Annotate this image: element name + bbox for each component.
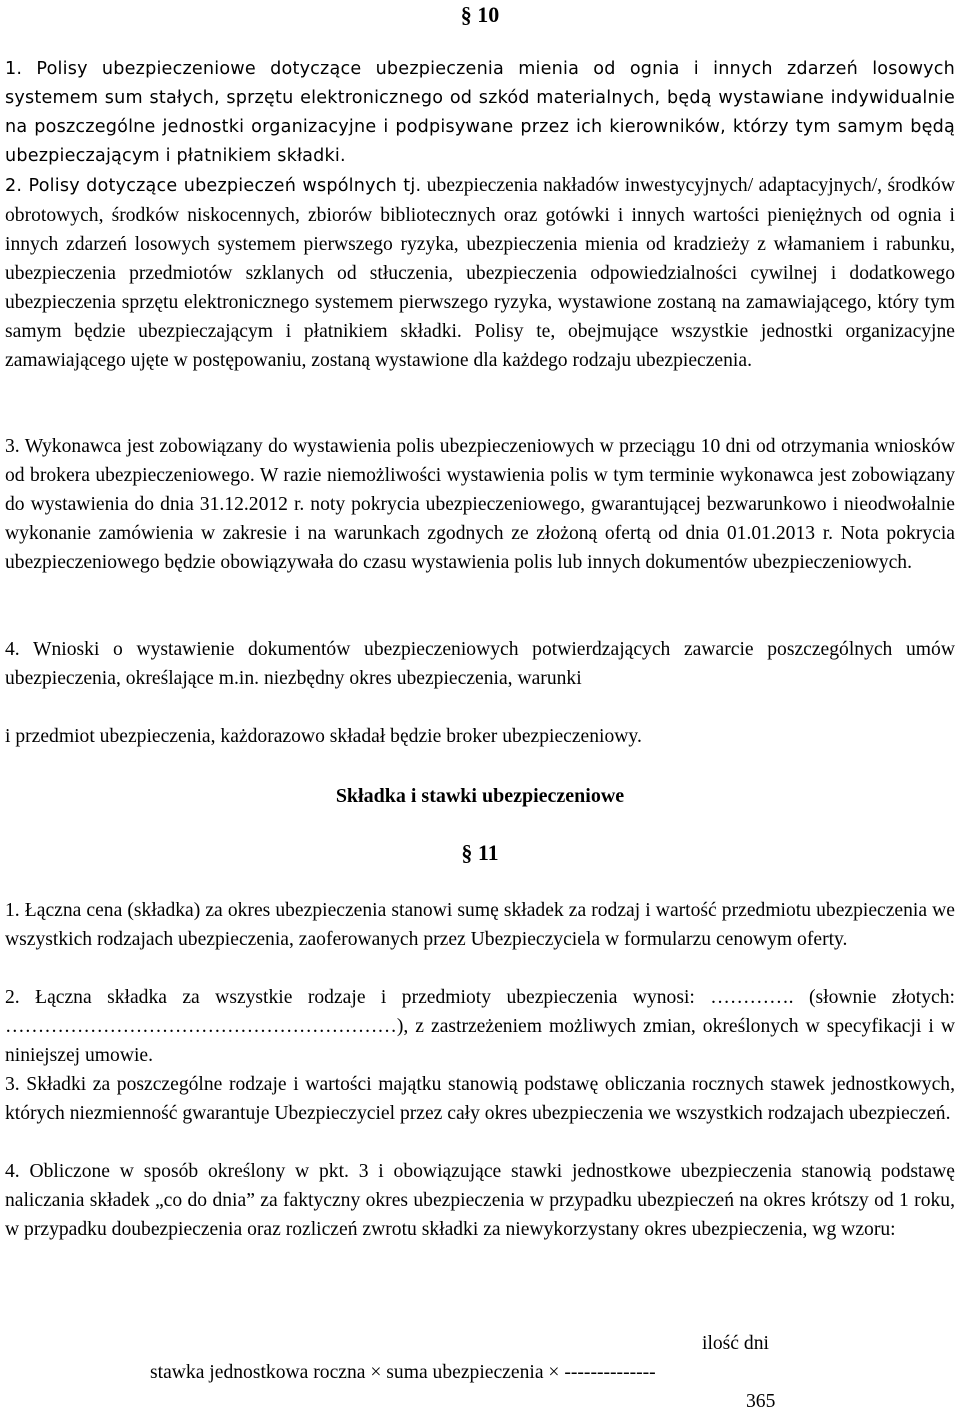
section-10-paragraph-2 <box>5 171 955 375</box>
formula-main: stawka jednostkowa roczna × suma ubezpieczenia × -------------- <box>150 1362 656 1383</box>
paragraph-2-intro: 2. Polisy dotyczące ubezpieczeń wspólnych tj. <box>5 176 422 196</box>
section-11-paragraph-1: 1. Łączna cena (składka) za okres ubezpieczenia stanowi sumę składek za rodzaj i wartość przedmiotu ubezpieczenia we wszystkich rodzajach ubezpieczenia, zaoferowanych przez Ubezpieczyciela w formularzu cenowym oferty. <box>5 900 955 950</box>
section-11-label: § 11 <box>461 840 499 865</box>
section-10-paragraph-1: 1. Polisy ubezpieczeniowe dotyczące ubezpieczenia mienia od ognia i innych zdarzeń losowych systemem sum stałych, sprzętu elektronicznego od szkód materialnych, będą wystawiane indywidualnie na poszczególne jednostki organizacyjne i podpisywane przez ich kierowników, którzy tym samym będą ubezpieczającym i płatnikiem składki. <box>5 59 955 166</box>
section-11-paragraph-4: 4. Obliczone w sposób określony w pkt. 3 i obowiązujące stawki jednostkowe ubezpieczenia stanowią podstawę naliczania składek „co do dnia” za faktyczny okres ubezpieczenia w przypadku ubezpieczeń na okres krótszy od 1 roku, w przypadku doubezpieczenia oraz rozliczeń zwrotu składki za niewykorzystany okres ubezpieczenia, wg wzoru: <box>5 1161 955 1240</box>
section-10-paragraph-3: 3. Wykonawca jest zobowiązany do wystawienia polis ubezpieczeniowych w przeciągu 10 dni od otrzymania wniosków od brokera ubezpieczeniowego. W razie niemożliwości wystawienia polis w tym terminie wykonawca jest zobowiązany do wystawienia do dnia 31.12.2012 r. noty pokrycia ubezpieczeniowego, gwarantującej bezwarunkowo i nieodwołalnie wykonanie zamówienia w zakresie i na warunkach zgodnych ze złożoną ofertą od dnia 01.01.2013 r. Nota pokrycia ubezpieczeniowego będzie obowiązywała do czasu wystawienia polis lub innych dokumentów ubezpieczeniowych. <box>5 436 955 573</box>
formula-numerator: ilość dni <box>702 1333 769 1354</box>
formula-denominator: 365 <box>746 1391 776 1412</box>
section-heading: Składka i stawki ubezpieczeniowe <box>335 785 625 807</box>
section-11-paragraph-3: 3. Składki za poszczególne rodzaje i wartości majątku stanowią podstawę obliczania rocznych stawek jednostkowych, których niezmienność gwarantuje Ubezpieczyciel przez cały okres ubezpieczenia we wszystkich rodzajach ubezpieczeń. <box>5 1074 955 1124</box>
section-10-paragraph-4-cont: i przedmiot ubezpieczenia, każdorazowo składał będzie broker ubezpieczeniowy. <box>5 726 642 747</box>
section-10-label: § 10 <box>460 2 500 27</box>
section-11-paragraph-2: 2. Łączna składka za wszystkie rodzaje i przedmioty ubezpieczenia wynosi: …………. (słownie złotych: ……………………………………………………), z zastrzeżeniem możliwych zmian, określonych w specyfikacji i w niniejszej umowie. <box>5 987 955 1066</box>
section-10-paragraph-4: 4. Wnioski o wystawienie dokumentów ubezpieczeniowych potwierdzających zawarcie poszczególnych umów ubezpieczenia, określające m.in. niezbędny okres ubezpieczenia, warunki <box>5 639 955 689</box>
paragraph-2-body: ubezpieczenia nakładów inwestycyjnych/ adaptacyjnych/, środków obrotowych, środków niskocennych, zbiorów bibliotecznych oraz gotówki i innych wartości pieniężnych od ognia i innych zdarzeń losowych systemem pierwszego ryzyka, ubezpieczenia mienia od kradzieży z włamaniem i rabunku, ubezpieczenia przedmiotów szklanych od stłuczenia, ubezpieczenia odpowiedzialności cywilnej i dodatkowego ubezpieczenia sprzętu elektronicznego systemem pierwszego ryzyka, wystawione zostaną na zamawiającego, który tym samym będzie ubezpieczającym i płatnikiem składki. Polisy te, obejmujące wszystkie jednostki organizacyjne zamawiającego ujęte w postępowaniu, zostaną wystawione dla każdego rodzaju ubezpieczenia. <box>5 175 956 371</box>
